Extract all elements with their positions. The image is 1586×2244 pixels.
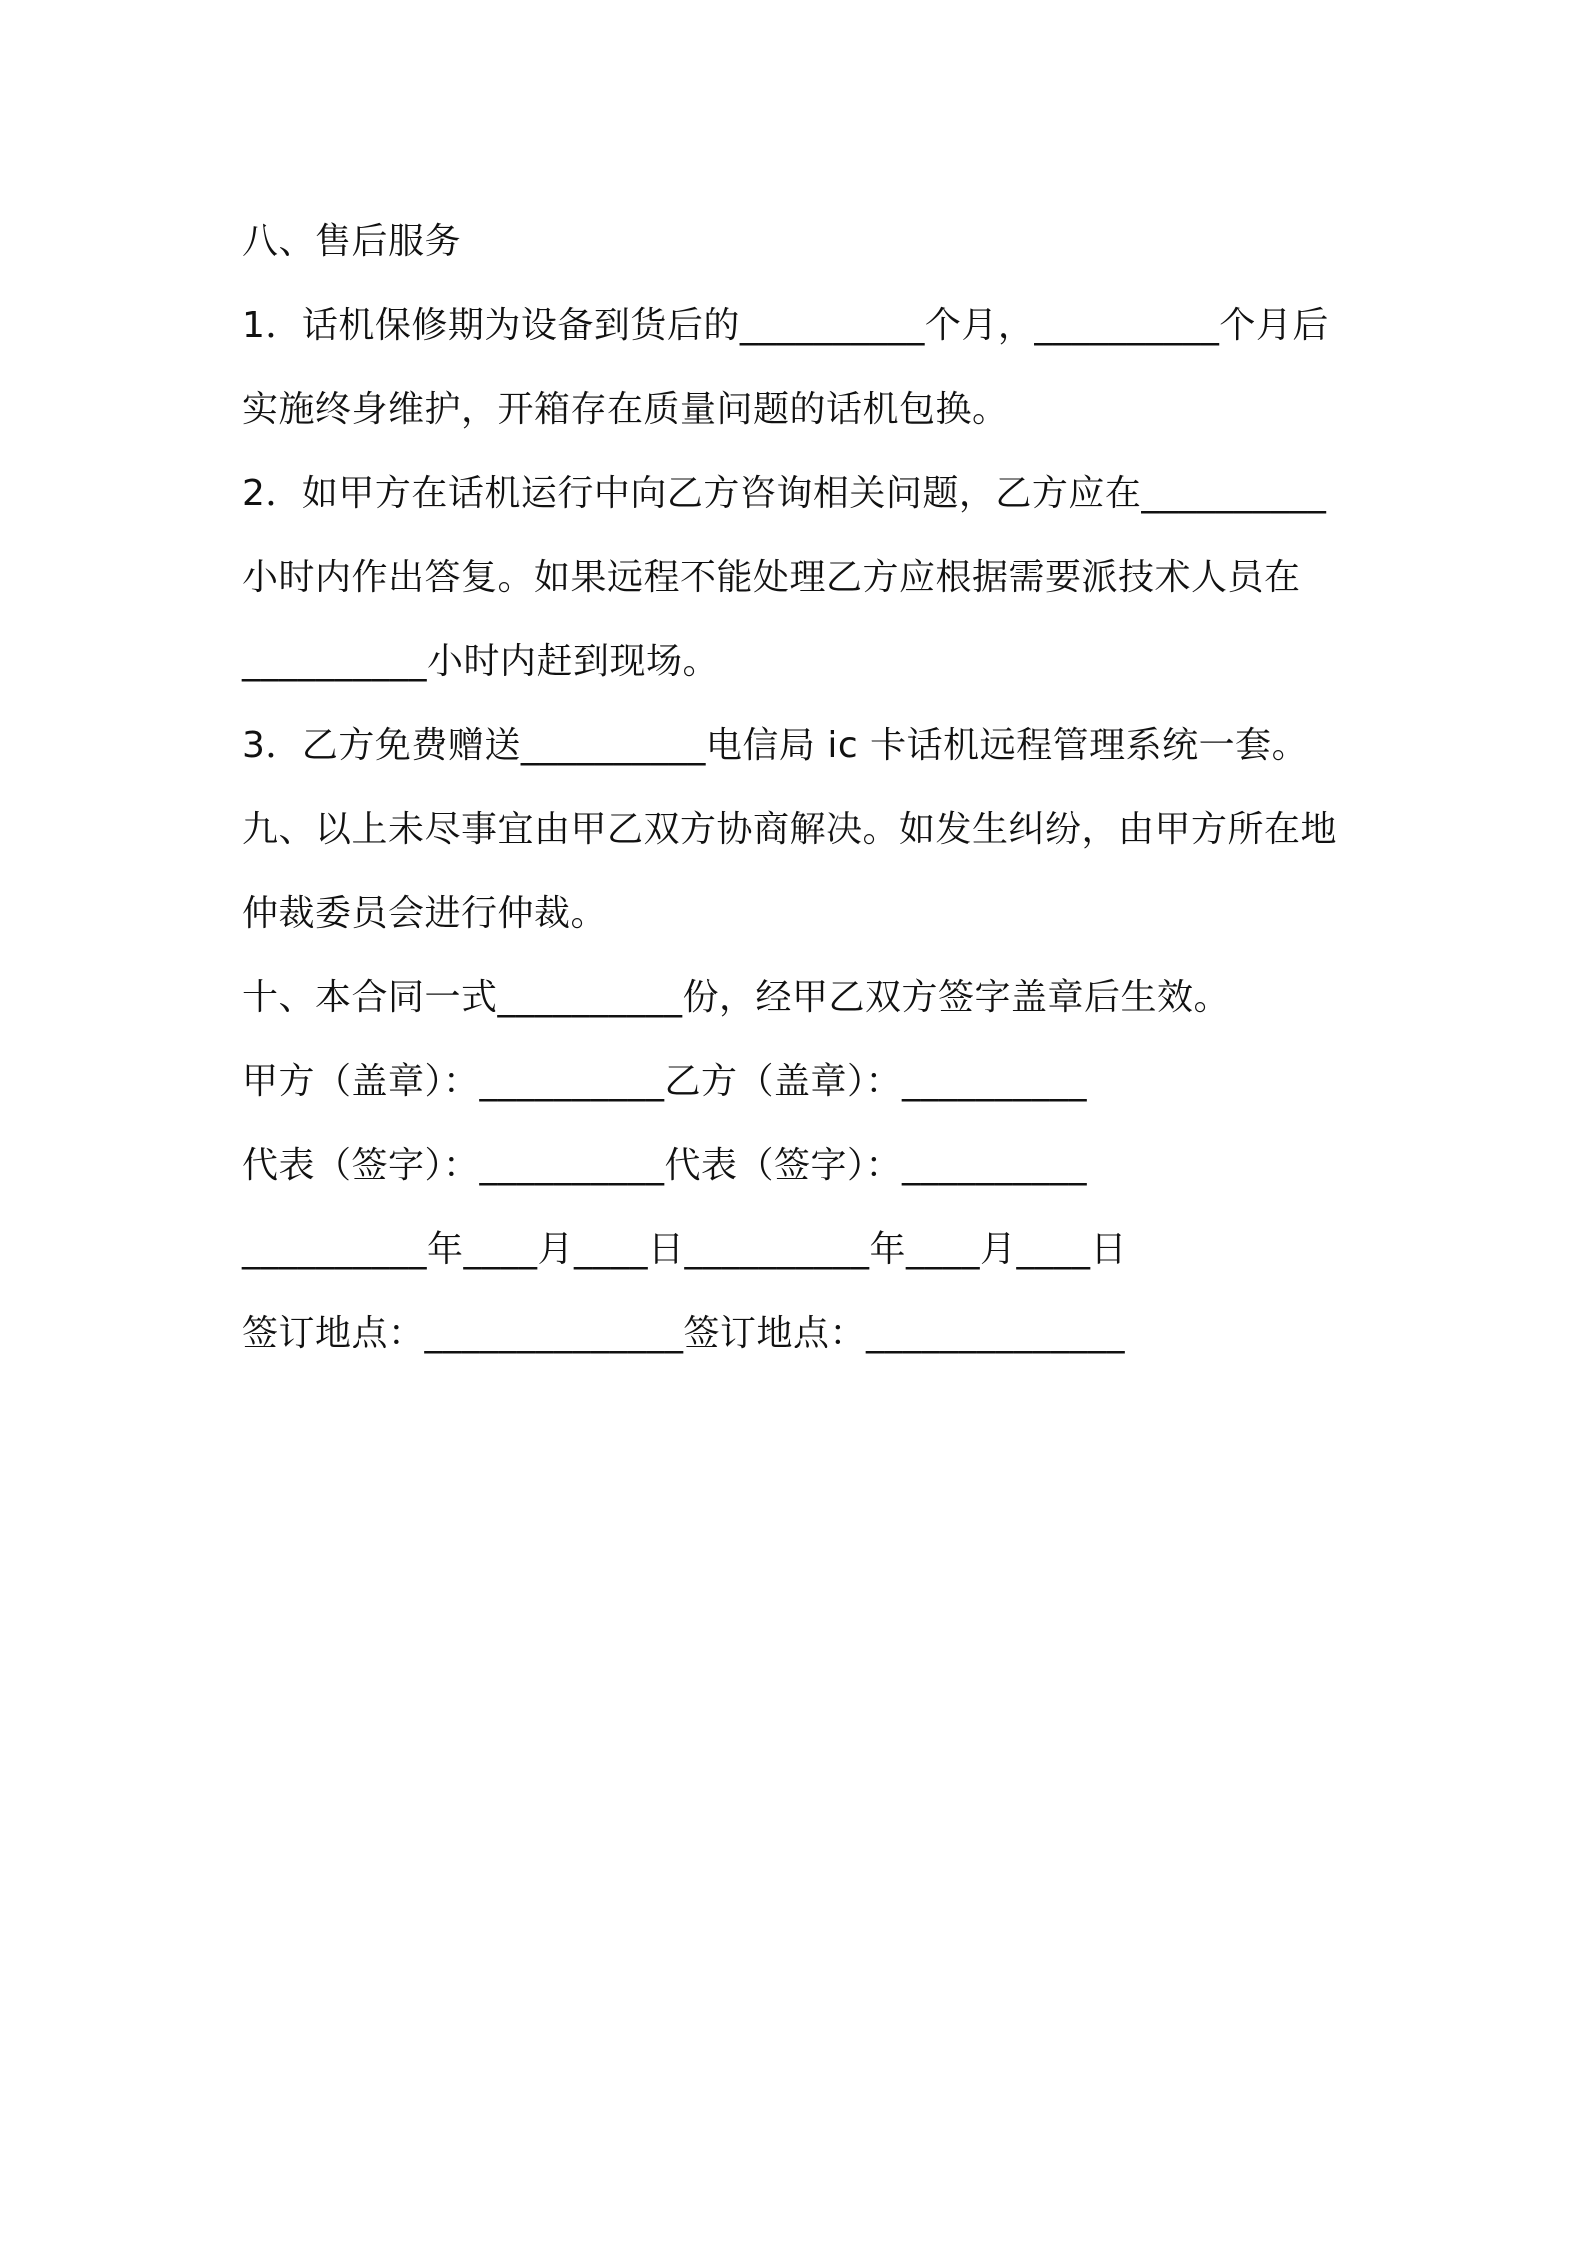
clause-1-line-1: 1．话机保修期为设备到货后的__________个月，__________个月后	[242, 305, 1329, 346]
section-ten: 十、本合同一式__________份，经甲乙双方签字盖章后生效。	[242, 977, 1231, 1018]
section-nine-line-2: 仲裁委员会进行仲裁。	[242, 893, 608, 934]
party-seal-row: 甲方（盖章）：__________乙方（盖章）：__________	[242, 1061, 1088, 1102]
clause-2-line-2: 小时内作出答复。如果远程不能处理乙方应根据需要派技术人员在	[242, 557, 1301, 598]
date-row: __________年____月____日__________年____月____日	[242, 1229, 1127, 1270]
representative-signature-row: 代表（签字）：__________代表（签字）：__________	[242, 1145, 1088, 1186]
section-nine-line-1: 九、以上未尽事宜由甲乙双方协商解决。如发生纠纷，由甲方所在地	[242, 809, 1338, 850]
clause-2-line-1: 2．如甲方在话机运行中向乙方咨询相关问题，乙方应在__________	[242, 473, 1327, 514]
contract-body	[242, 200, 1362, 1376]
clause-3: 3．乙方免费赠送__________电信局 ic 卡话机远程管理系统一套。	[242, 725, 1309, 766]
signing-location-row: 签订地点：______________签订地点：______________	[242, 1313, 1126, 1354]
clause-2-line-3: __________小时内赶到现场。	[242, 641, 720, 682]
clause-1-line-2: 实施终身维护，开箱存在质量问题的话机包换。	[242, 389, 1009, 430]
section-heading-after-sales: 八、售后服务	[242, 221, 462, 262]
